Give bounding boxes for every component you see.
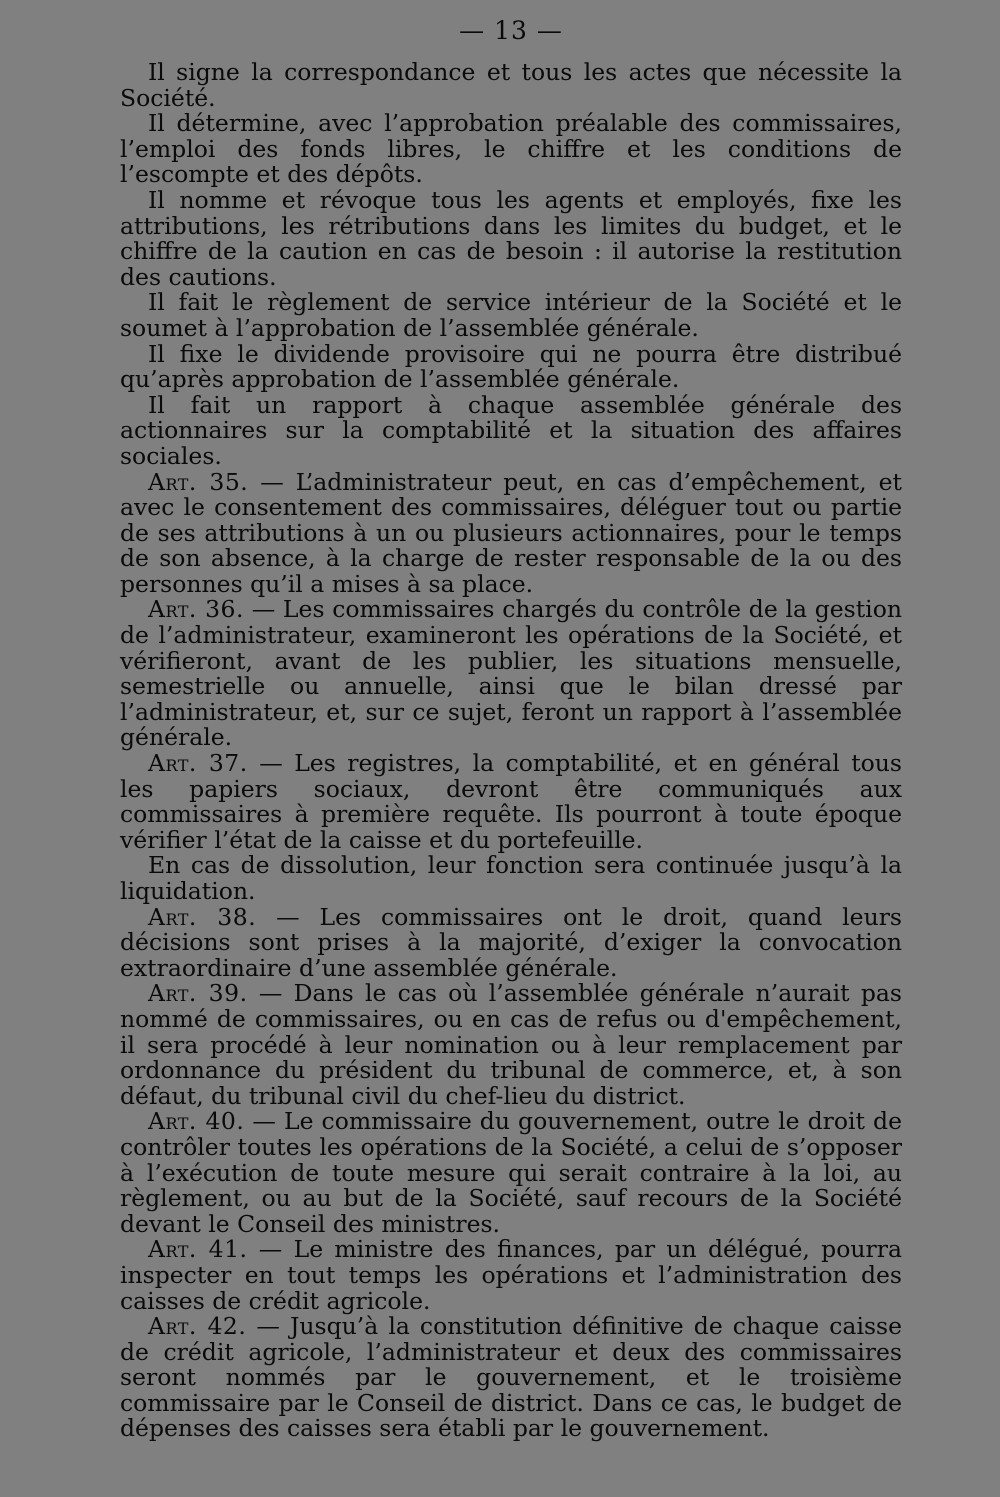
paragraph-text: Il fait le règlement de service intérieur de la Société et le soumet à l’approbation de l’assemblée générale.: [120, 288, 902, 342]
article-40: [120, 1109, 902, 1237]
article-label: Art. 37.: [148, 749, 248, 778]
paragraph-text: — Les commissaires ont le droit, quand leurs décisions sont prises à la majorité, d’exiger la convocation extraordinaire d’une assemblée générale.: [120, 902, 902, 982]
article-42: [120, 1314, 902, 1442]
paragraph: [120, 339, 902, 394]
paragraph-text: — Les registres, la comptabilité, et en général tous les papiers sociaux, devront être communiqués aux commissaires à première requête. Ils pourront à toute époque vérifier l’état de la caisse et du portefeuille.: [120, 749, 902, 854]
article-label: Art. 36.: [148, 595, 244, 624]
paragraph-text: Il détermine, avec l’approbation préalable des commissaires, l’emploi des fonds libres, le chiffre et les conditions de l’escompte et des dépôts.: [120, 109, 902, 189]
article-37: [120, 751, 902, 853]
article-label: Art. 38.: [148, 902, 257, 931]
paragraph-text: Il fixe le dividende provisoire qui ne pourra être distribué qu’après approbation de l’assemblée générale.: [120, 339, 902, 394]
paragraph-text: — Le commissaire du gouvernement, outre le droit de contrôler toutes les opérations de la Société, a celui de s’opposer à l’exécution de toute mesure qui serait contraire à la loi, au règlement, ou au but de la Société, sauf recours de la Société devant le Conseil des ministres.: [120, 1107, 902, 1238]
article-label: Art. 42.: [148, 1312, 247, 1341]
article-36: [120, 597, 902, 751]
article-label: Art. 41.: [148, 1235, 248, 1264]
paragraph: [120, 60, 902, 111]
paragraph-text: — Jusqu’à la constitution définitive de chaque caisse de crédit agricole, l’administrateur et deux des commissaires seront nommés par le gouvernement, et le troisième commissaire par le Conseil de district. Dans ce cas, le budget de dépenses des caisses sera établi par le gouvernement.: [120, 1312, 902, 1443]
paragraph: [120, 853, 902, 904]
article-39: [120, 981, 902, 1109]
paragraph: [120, 185, 902, 291]
article-41: [120, 1237, 902, 1314]
page-number: — 13 —: [459, 16, 563, 45]
paragraph-text: — Les commissaires chargés du contrôle de la gestion de l’administrateur, examineront les opérations de la Société, et vérifieront, avant de les publier, les situations mensuelle, semestrielle ou annuelle, ainsi que le bilan dressé par l’administrateur, et, sur ce sujet, feront un rapport à l’assemblée générale.: [120, 595, 902, 752]
paragraph: [120, 390, 902, 470]
paragraph-text: Il fait un rapport à chaque assemblée générale des actionnaires sur la comptabilité et la situation des affaires sociales.: [120, 390, 902, 470]
article-38: [120, 902, 902, 982]
article-label: Art. 39.: [148, 979, 248, 1008]
paragraph-text: Il nomme et révoque tous les agents et employés, fixe les attributions, les rétributions dans les limites du budget, et le chiffre de la caution en cas de besoin : il autorise la restitution des cautions.: [120, 185, 902, 291]
paragraph-text: En cas de dissolution, leur fonction sera continuée jusqu’à la liquidation.: [120, 851, 902, 905]
paragraph-text: — Le ministre des finances, par un délégué, pourra inspecter en tout temps les opérations et l’administration des caisses de crédit agricole.: [120, 1235, 902, 1315]
paragraph-text: — Dans le cas où l’assemblée générale n’aurait pas nommé de commissaires, ou en cas de refus ou d'empêchement, il sera procédé à leur nomination ou à leur remplacement par ordonnance du président du tribunal de commerce, et, à son défaut, du tribunal civil du chef-lieu du district.: [120, 979, 902, 1110]
article-label: Art. 40.: [148, 1107, 245, 1136]
paragraph: [120, 111, 902, 188]
paragraph-text: — L’administrateur peut, en cas d’empêchement, et avec le consentement des commissaires, déléguer tout ou partie de ses attributions à un ou plusieurs actionnaires, pour le temps de son absence, à la charge de rester responsable de la ou des personnes qu’il a mises à sa place.: [120, 467, 902, 598]
paragraph-text: Il signe la correspondance et tous les actes que nécessite la Société.: [120, 58, 902, 112]
article-35: [120, 467, 902, 598]
article-label: Art. 35.: [148, 467, 249, 496]
paragraph: [120, 290, 902, 341]
